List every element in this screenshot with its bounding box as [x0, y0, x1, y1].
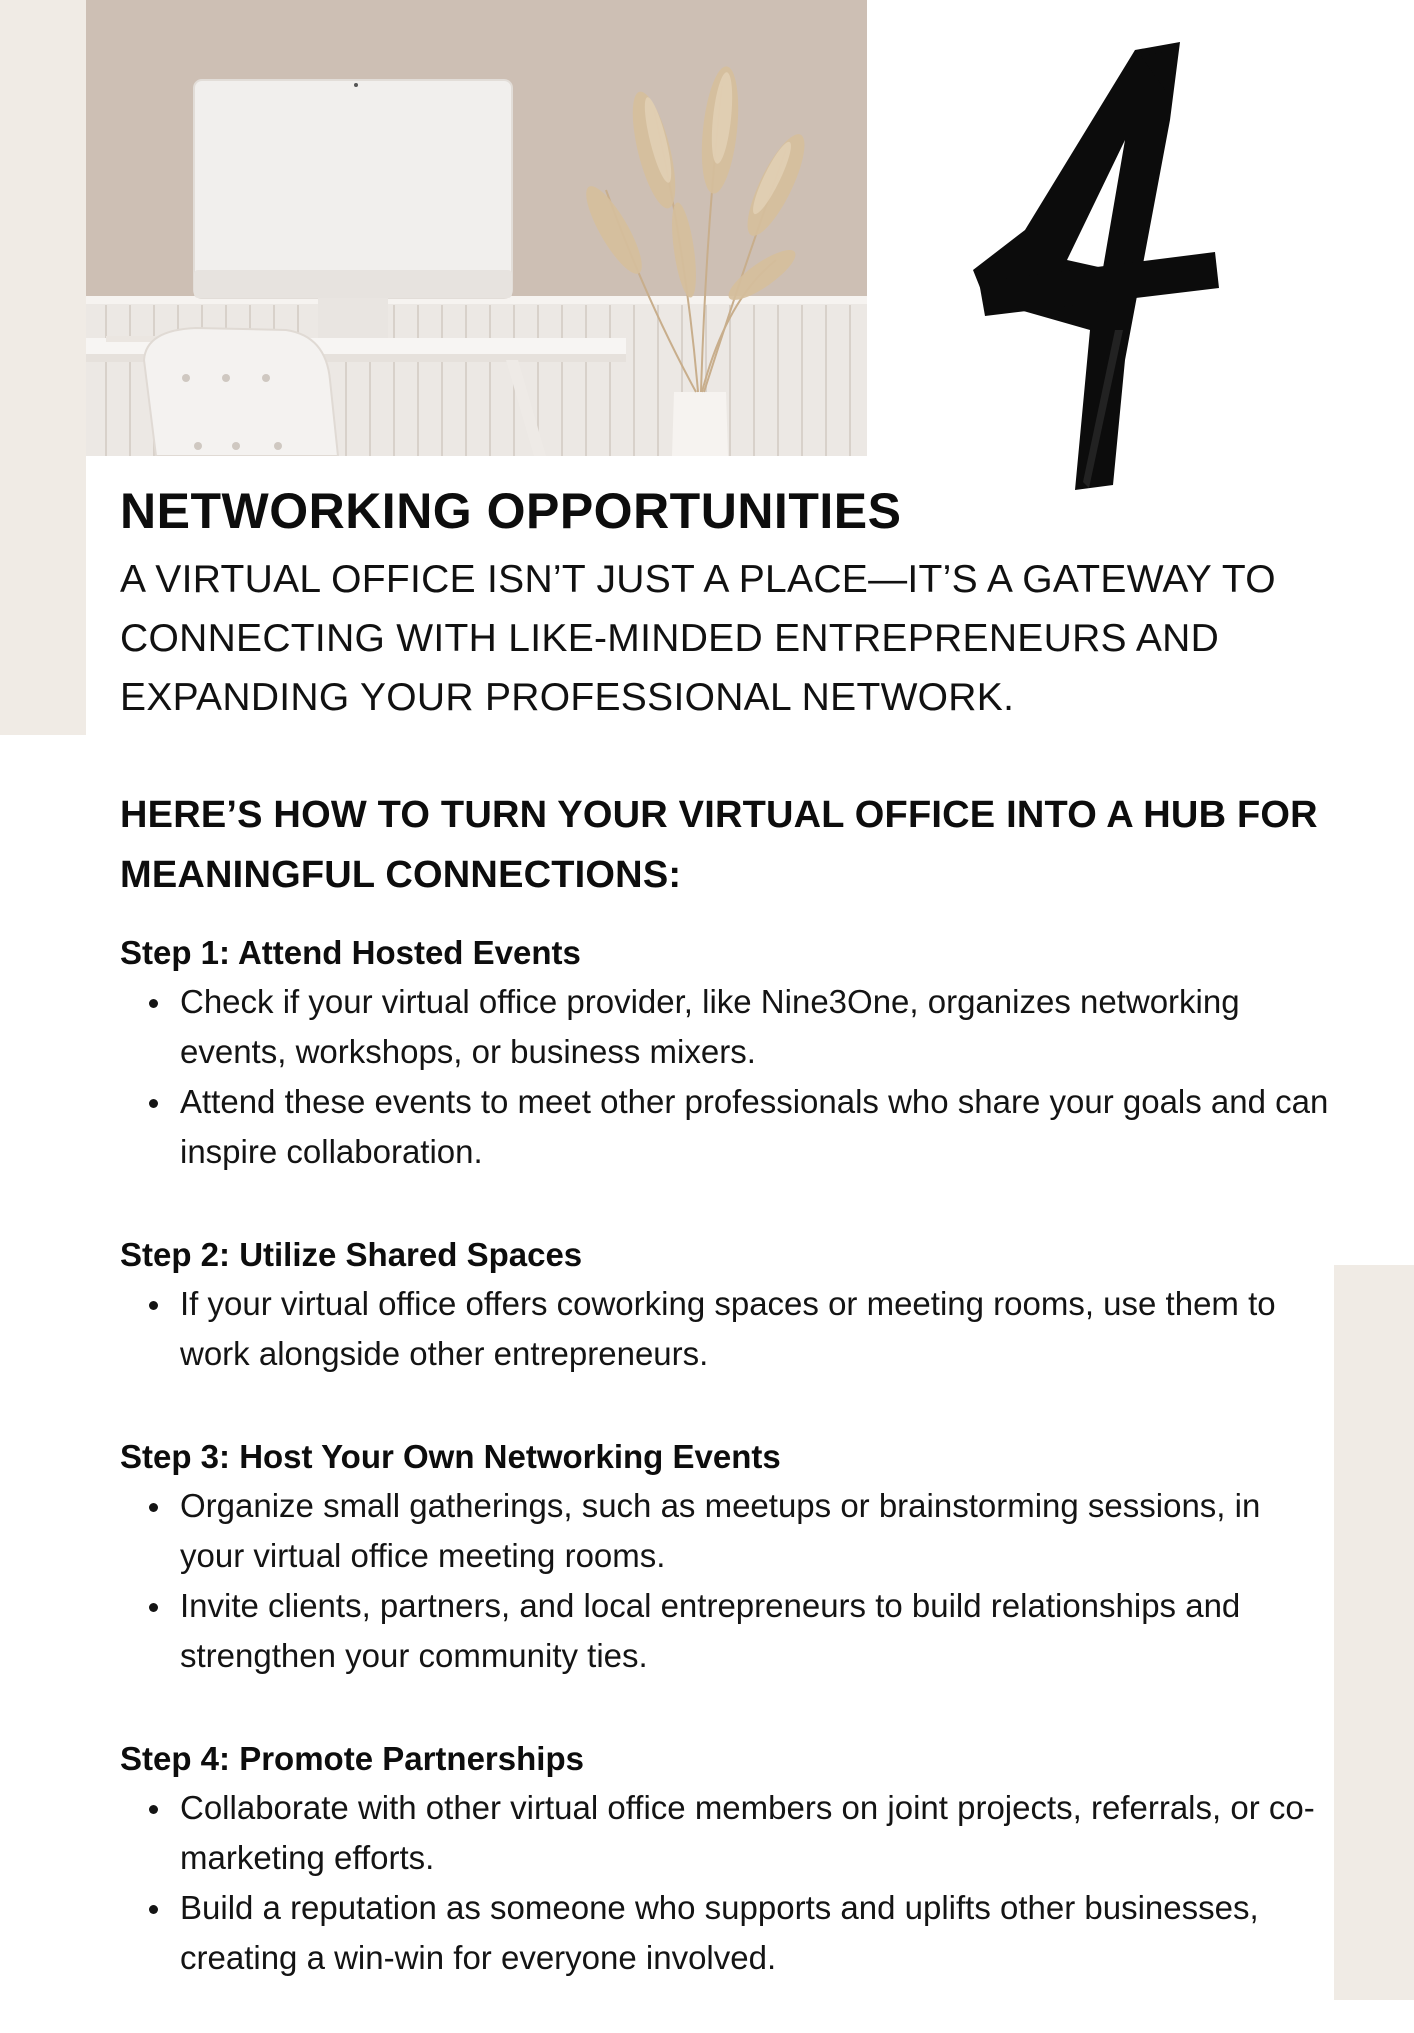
list-item: If your virtual office offers coworking spaces or meeting rooms, use them to work alongside other entrepreneurs. [180, 1279, 1330, 1379]
section-subheading: HERE’S HOW TO TURN YOUR VIRTUAL OFFICE INTO A HUB FOR MEANINGFUL CONNECTIONS: [120, 794, 1318, 896]
list-item: Organize small gatherings, such as meetups or brainstorming sessions, in your virtual office meeting rooms. [180, 1481, 1330, 1581]
step-title: Step 3: Host Your Own Networking Events [120, 1438, 781, 1475]
steps-list [120, 925, 1330, 2033]
step-title: Step 2: Utilize Shared Spaces [120, 1236, 583, 1273]
step-1 [120, 925, 1330, 1177]
header-photo [86, 0, 867, 456]
intro-paragraph: A VIRTUAL OFFICE ISN’T JUST A PLACE—IT’S A GATEWAY TO CONNECTING WITH LIKE-MINDED ENTREPRENEURS AND EXPANDING YOUR PROFESSIONAL NETWORK. [120, 558, 1276, 719]
step-title: Step 1: Attend Hosted Events [120, 934, 581, 971]
bullet-list [120, 977, 1330, 1177]
step-title: Step 4: Promote Partnerships [120, 1740, 584, 1777]
bullet-list [120, 1783, 1330, 1983]
page-title: NETWORKING OPPORTUNITIES [120, 483, 902, 539]
desk-photo-illustration [86, 0, 867, 456]
list-item: Invite clients, partners, and local entrepreneurs to build relationships and strengthen your community ties. [180, 1581, 1330, 1681]
bullet-list [120, 1481, 1330, 1681]
list-item: Attend these events to meet other professionals who share your goals and can inspire collaboration. [180, 1077, 1330, 1177]
bullet-list [120, 1279, 1330, 1379]
step-4 [120, 1731, 1330, 1983]
left-accent-band [0, 0, 86, 735]
list-item: Check if your virtual office provider, like Nine3One, organizes networking events, workshops, or business mixers. [180, 977, 1330, 1077]
brush-number-graphic [965, 30, 1265, 500]
right-accent-band [1334, 1265, 1414, 2000]
step-2 [120, 1227, 1330, 1379]
list-item: Collaborate with other virtual office members on joint projects, referrals, or co-marketing efforts. [180, 1783, 1330, 1883]
list-item: Build a reputation as someone who supports and uplifts other businesses, creating a win-win for everyone involved. [180, 1883, 1330, 1983]
step-3 [120, 1429, 1330, 1681]
